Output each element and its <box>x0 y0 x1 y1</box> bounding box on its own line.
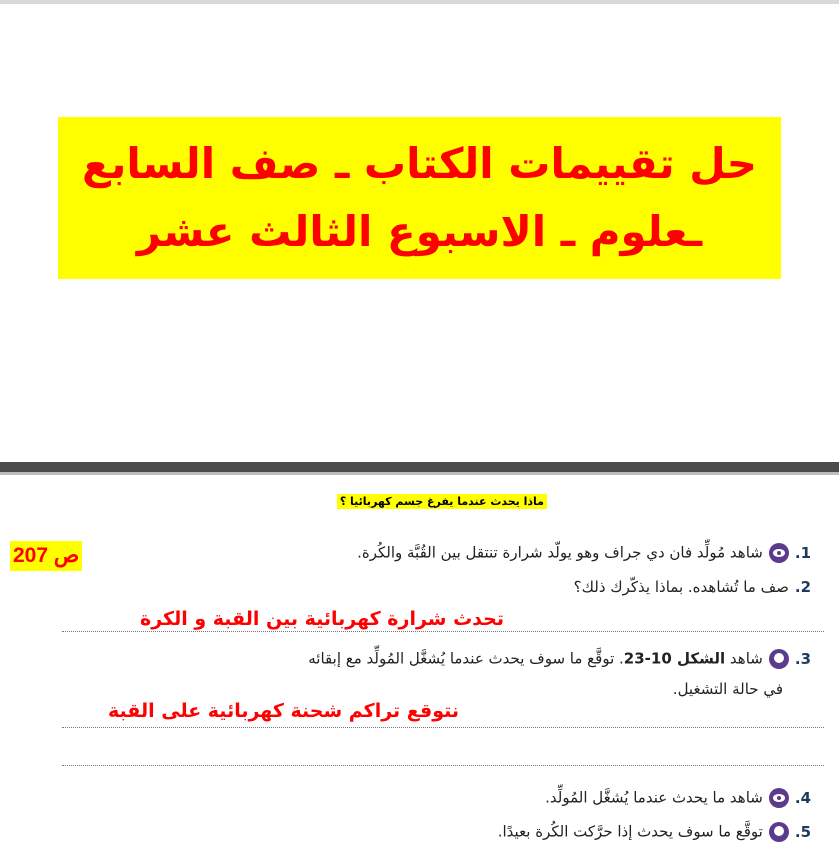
answer-line <box>62 631 824 632</box>
page-number-badge: ص 207 <box>10 541 82 571</box>
question-2 <box>574 578 811 596</box>
figure-reference: الشكل 10-23 <box>623 649 726 668</box>
question-text: شاهد مُولِّد فان دي جراف وهو يولّد شرارة تنتقل بين القُبَّة والكُرة. <box>357 543 763 562</box>
answer-line <box>62 765 824 766</box>
question-5 <box>498 822 811 842</box>
page-divider-shadow <box>0 472 839 475</box>
question-number: 1. <box>794 543 811 562</box>
question-text-post: . توقَّع ما سوف يحدث عندما يُشغَّل المُولِّد مع إبقائه <box>308 649 624 668</box>
eye-icon <box>769 543 789 563</box>
eye-icon <box>769 788 789 808</box>
question-3 <box>308 649 811 669</box>
answer-q3: نتوقع تراكم شحنة كهربائية على القبة <box>108 700 460 722</box>
page-divider <box>0 462 839 472</box>
question-number: 4. <box>794 788 811 807</box>
answer-line <box>62 727 824 728</box>
question-3-continuation: في حالة التشغيل. <box>672 680 783 698</box>
question-text: صف ما تُشاهده. بماذا يذكّرك ذلك؟ <box>573 578 789 596</box>
predict-icon <box>769 649 789 669</box>
question-4 <box>545 788 811 808</box>
question-number: 2. <box>794 578 811 596</box>
answer-q2: تحدث شرارة كهربائية بين القبة و الكرة <box>140 608 504 630</box>
title-line-2: ـعلوم ـ الاسبوع الثالث عشر <box>136 207 703 256</box>
title-banner <box>58 117 781 279</box>
question-text: توقَّع ما سوف يحدث إذا حرَّكت الكُرة بعيدًا. <box>497 822 763 841</box>
question-1 <box>357 543 811 563</box>
question-number: 5. <box>794 822 811 841</box>
section-heading: ماذا يحدث عندما يفرغ جسم كهربائيا ؟ <box>337 494 547 509</box>
top-edge <box>0 0 839 4</box>
predict-icon <box>769 822 789 842</box>
title-line-1: حل تقييمات الكتاب ـ صف السابع <box>81 139 758 188</box>
question-text-pre: شاهد <box>725 649 763 668</box>
question-text: شاهد ما يحدث عندما يُشغَّل المُولِّد. <box>545 788 763 807</box>
question-number: 3. <box>794 649 811 668</box>
